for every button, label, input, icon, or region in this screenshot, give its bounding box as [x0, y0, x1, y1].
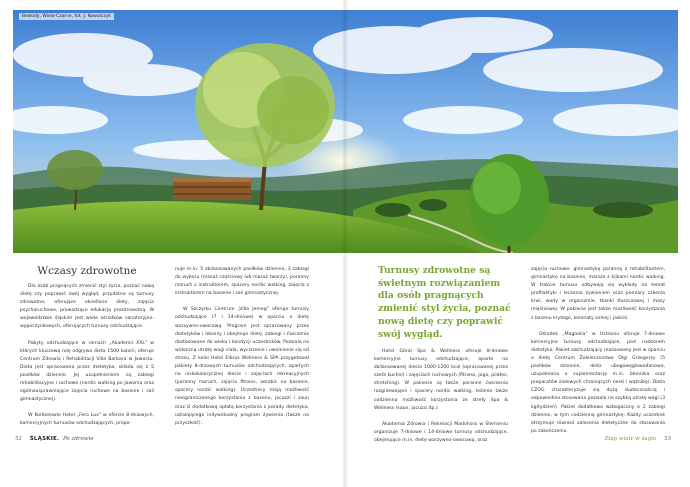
- paragraph: Pobyty odchudzające w ramach „Akademii XXL" w których kluczową rolę odgrywa dieta 1500 kalorii, oferuje Centrum Zdrowia i Rehabilitacji Villa Barbara w Jaworzu. Dieta jest opracowana przez dietetyka, składa się z 5 posiłków dziennie. Jej uzupełnieniem są zabiegi rehabilitacyjne i ruchowe (nordic walking po Jaworzu oraz ogólnousprawniające zajęcia ruchowe na basenie i sali gimnastycznej).: [20, 340, 154, 403]
- paragraph: W Szczyrku Centrum „Villa Jemeg" oferuje turnusy odchudzające (7 i 14-dniowe) w oparciu o dietę warzywno-owocową. Program jest opracowany przez dietetyków i lekarzy i obejmuje dietę, zabiegi i ćwiczenia dostosowane do wieku i kondycji uczestników. Pozwala na widoczną utratę wagi ciała, wyciszenie i uwolnienie się od stresu. Z kolei Hotel Elbrus Wellness & SPA przygotował pakiety 8-dniowych turnusów odchudzających, opartych na niskokalorycznej diecie i zajęciach rekreacyjnych (poranny rozruch, zajęcia fitness, aerobic na basenie, spacery nordic walking). Uczestnicy mają możliwość nieograniczonego korzystania z basenu, jacuzzi i saun oraz iż dodatkową opłatą korzystania z porady dietetyka, ustalającego indywidualny program żywienia (także na przyszłość).: [175, 307, 309, 426]
- text-column-4: [531, 266, 665, 444]
- magazine-subtitle: Po zdrowie: [62, 436, 94, 442]
- paragraph: Dla osób pragnących zmienić styl życia, poznać nową dietę czy poprawić swój wygląd, przydatne są turnusy zdrowotne, oferujące określone diety, zajęcia psychoruchowe, prowadzące edukację prozdrowotną. W województwie śląskim jest wiele ośrodków sanatoryjno-wypoczynkowych, oferujących turnusy odchudzające.: [20, 284, 154, 330]
- page-number: 32: [15, 436, 22, 442]
- magazine-title: ŚLĄSKIE.: [29, 436, 60, 442]
- paragraph: Akademia Zdrowia i Rekreacji Madohora w Ślemieniu organizuje 7-dniowe i 14-dniowe turnusy odchudzające, obejmujące m.in. dietę warzywno-owocową, oraz: [374, 421, 508, 443]
- page-number: 33: [664, 436, 671, 442]
- running-title: Złap wiatr w żagle: [604, 436, 657, 442]
- text-column-1: [20, 283, 154, 437]
- section-title: Wczasy zdrowotne: [37, 265, 137, 277]
- footer-right: [605, 436, 671, 442]
- pull-quote: Turnusy zdrowotne są świetnym rozwiązaniem dla osób pragnących zmienić styl życia, poznać nową dietę czy poprawić swój wygląd.: [378, 265, 511, 340]
- text-column-3: [374, 348, 508, 453]
- paragraph: Ośrodek „Magnolia" w Ustroniu oferuje 7-dniowe komercyjne turnusy odchudzające, pod nadzorem dietetyka. Pakiet odchudzający realizowany jest w oparciu o dietę Centrum Żołolecznictwa Olgi Grzegorzy (5 posiłków dziennie, dieta ubogowęglowodanowa, uzupełniona o suplementację m.in. błonnika oraz preparatów ziołowych chroniących nerki i wątrobę). Dieta CŻOG charakteryzuje się dużą skutecznością i odpowiednio stosowana pozwala na szybką utratę wagi (3 kg/tydzień). Pakiet dodatkowo wzbogacony o 2 zabiegi dziennie, w tym codzienną gimnastykę. Każdy uczestnik otrzymuje również zalecenia dietetyczne do stosowania po zakończeniu: [531, 331, 665, 434]
- paragraph: nuje m.in. 5 zbilansowanych posiłków dziennie, 3 zabiegi do wyboru (masaż częściowy lub masaż twarzy), poranny rozruch z instruktorem, spacery nordic walking, zajęcia z instruktorem na basenie i sali gimnastycznej.: [175, 267, 309, 297]
- text-column-2: [175, 266, 309, 436]
- paragraph: zajęcia ruchowe: gimnastykę poranną z rehabilitantem, gimnastykę na basenie, marsze z kijkami nordic walking. W trakcie turnusu odbywają się wykłady na temat profilaktyki i leczenia żywieniem oraz pomiary człienia krwi, wody w organizmie, tkanki tłuszczowej i masy mięśniowej. W pakiecie jest także możliwość korzystania z basenu krytego, komnaty solnej i jaskini.: [531, 267, 665, 321]
- paragraph: Hotel Góral Spa & Wellness oferuje 8-dniowe komercyjne turnusy odchudzające, oparte na zbilansowanej diecie 1000-1200 kcal (opracowanej przez szefa kuchni) i zajęciach ruchowych (fitness, joga, pilates, stretching). W pakiecie są także poranne ćwiczenia rozgrzewające i spacery nordic walking, leżenie także codzienna możliwość korzystania ze strefy Spa & Wellness (saun, jacuzzi itp.).: [374, 349, 508, 411]
- footer-left: [15, 436, 94, 442]
- photo-credit: Beskidy, Wisła-Czarne, fot. J. Kowalczyk: [19, 13, 114, 20]
- paragraph: W Korbielowie Hotel „Fero Lux" w ofercie 8-dniowych, komercyjnych turnusów odchudzających, propo-: [20, 413, 154, 427]
- wooden-bench: [173, 178, 251, 200]
- page-gutter: [342, 0, 348, 487]
